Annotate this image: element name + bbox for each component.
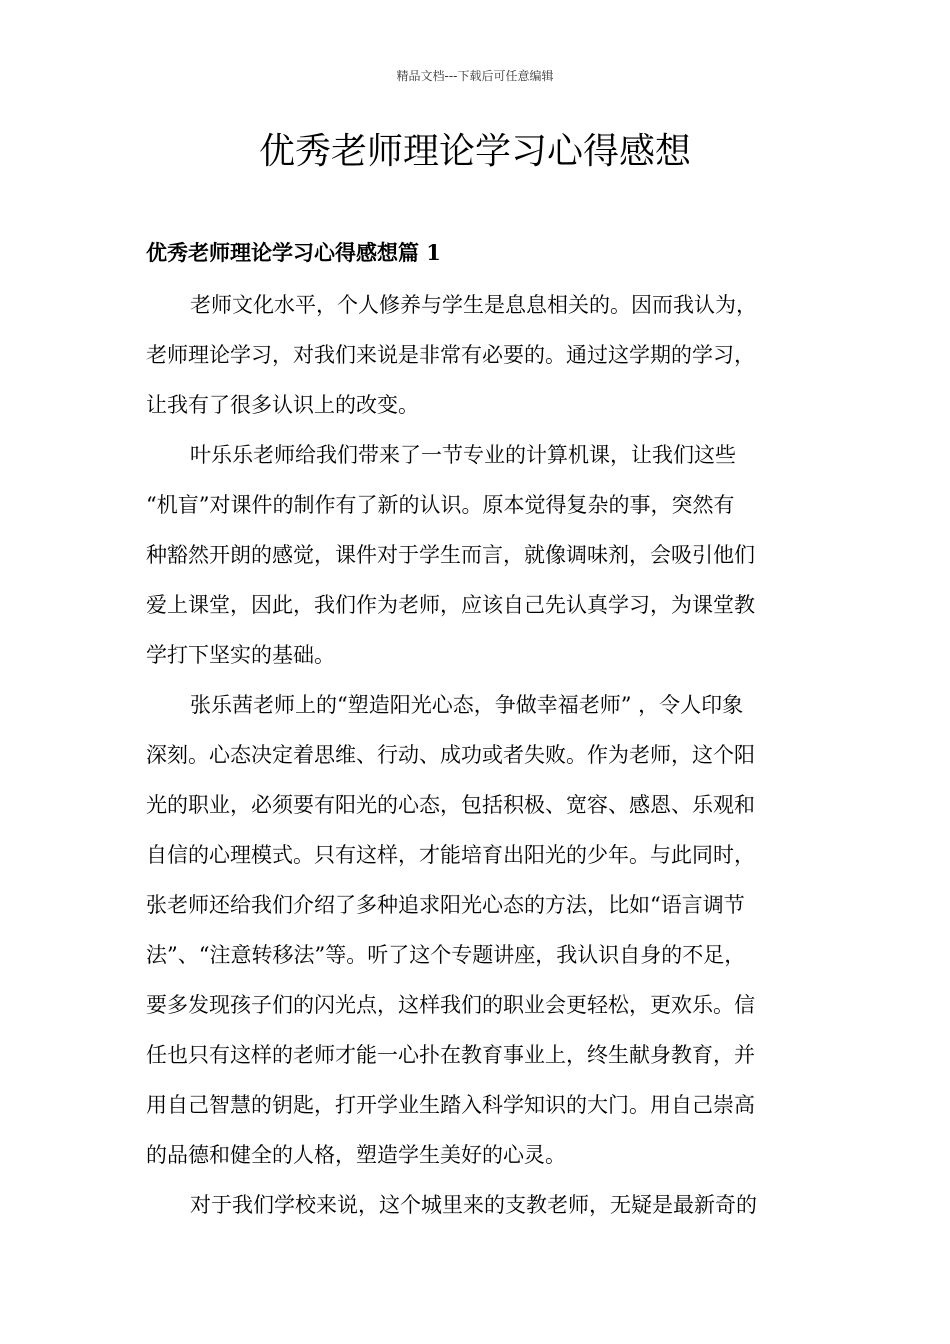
paragraph-line: 深刻。心态决定着思维、行动、成功或者失败。作为老师，这个阳 — [146, 743, 755, 767]
paragraph-line: 法”、“注意转移法”等。听了这个专题讲座，我认识自身的不足， — [146, 943, 746, 967]
paragraph-line: 爱上课堂，因此，我们作为老师，应该自己先认真学习，为课堂教 — [146, 593, 755, 617]
paragraph-line: 让我有了很多认识上的改变。 — [146, 393, 419, 417]
section-heading: 优秀老师理论学习心得感想篇 1 — [146, 240, 441, 265]
paragraph-line: 自信的心理模式。只有这样，才能培育出阳光的少年。与此同时， — [146, 843, 755, 867]
paragraph-2 — [146, 430, 816, 680]
paragraph-line: 用自己智慧的钥匙，打开学业生踏入科学知识的大门。用自己崇高 — [146, 1093, 755, 1117]
paragraph-line: 张乐茜老师上的“塑造阳光心态，争做幸福老师” ，令人印象 — [190, 693, 744, 717]
paragraph-4 — [146, 1180, 816, 1230]
paragraph-line: 的品德和健全的人格，塑造学生美好的心灵。 — [146, 1143, 566, 1167]
header-note: 精品文档---下载后可任意编辑 — [396, 69, 554, 83]
paragraph-3 — [146, 680, 816, 1180]
paragraph-line: 学打下坚实的基础。 — [146, 643, 335, 667]
document-title: 优秀老师理论学习心得感想 — [258, 131, 691, 172]
paragraph-line: 叶乐乐老师给我们带来了一节专业的计算机课，让我们这些 — [190, 443, 736, 467]
paragraph-line: 对于我们学校来说，这个城里来的支教老师，无疑是最新奇的 — [190, 1193, 757, 1217]
paragraph-line: 光的职业，必须要有阳光的心态，包括积极、宽容、感恩、乐观和 — [146, 793, 755, 817]
paragraph-line: 种豁然开朗的感觉，课件对于学生而言，就像调味剂，会吸引他们 — [146, 543, 755, 567]
paragraph-line: 张老师还给我们介绍了多种追求阳光心态的方法，比如“语言调节 — [146, 893, 745, 917]
paragraph-1 — [146, 280, 816, 430]
paragraph-line: 老师文化水平，个人修养与学生是息息相关的。因而我认为， — [190, 293, 757, 317]
paragraph-line: “机盲”对课件的制作有了新的认识。原本觉得复杂的事，突然有 — [146, 493, 735, 517]
paragraph-line: 要多发现孩子们的闪光点，这样我们的职业会更轻松，更欢乐。信 — [146, 993, 755, 1017]
paragraph-line: 老师理论学习，对我们来说是非常有必要的。通过这学期的学习， — [146, 343, 755, 367]
body-text — [146, 280, 816, 1230]
paragraph-line: 任也只有这样的老师才能一心扑在教育事业上，终生献身教育，并 — [146, 1043, 755, 1067]
